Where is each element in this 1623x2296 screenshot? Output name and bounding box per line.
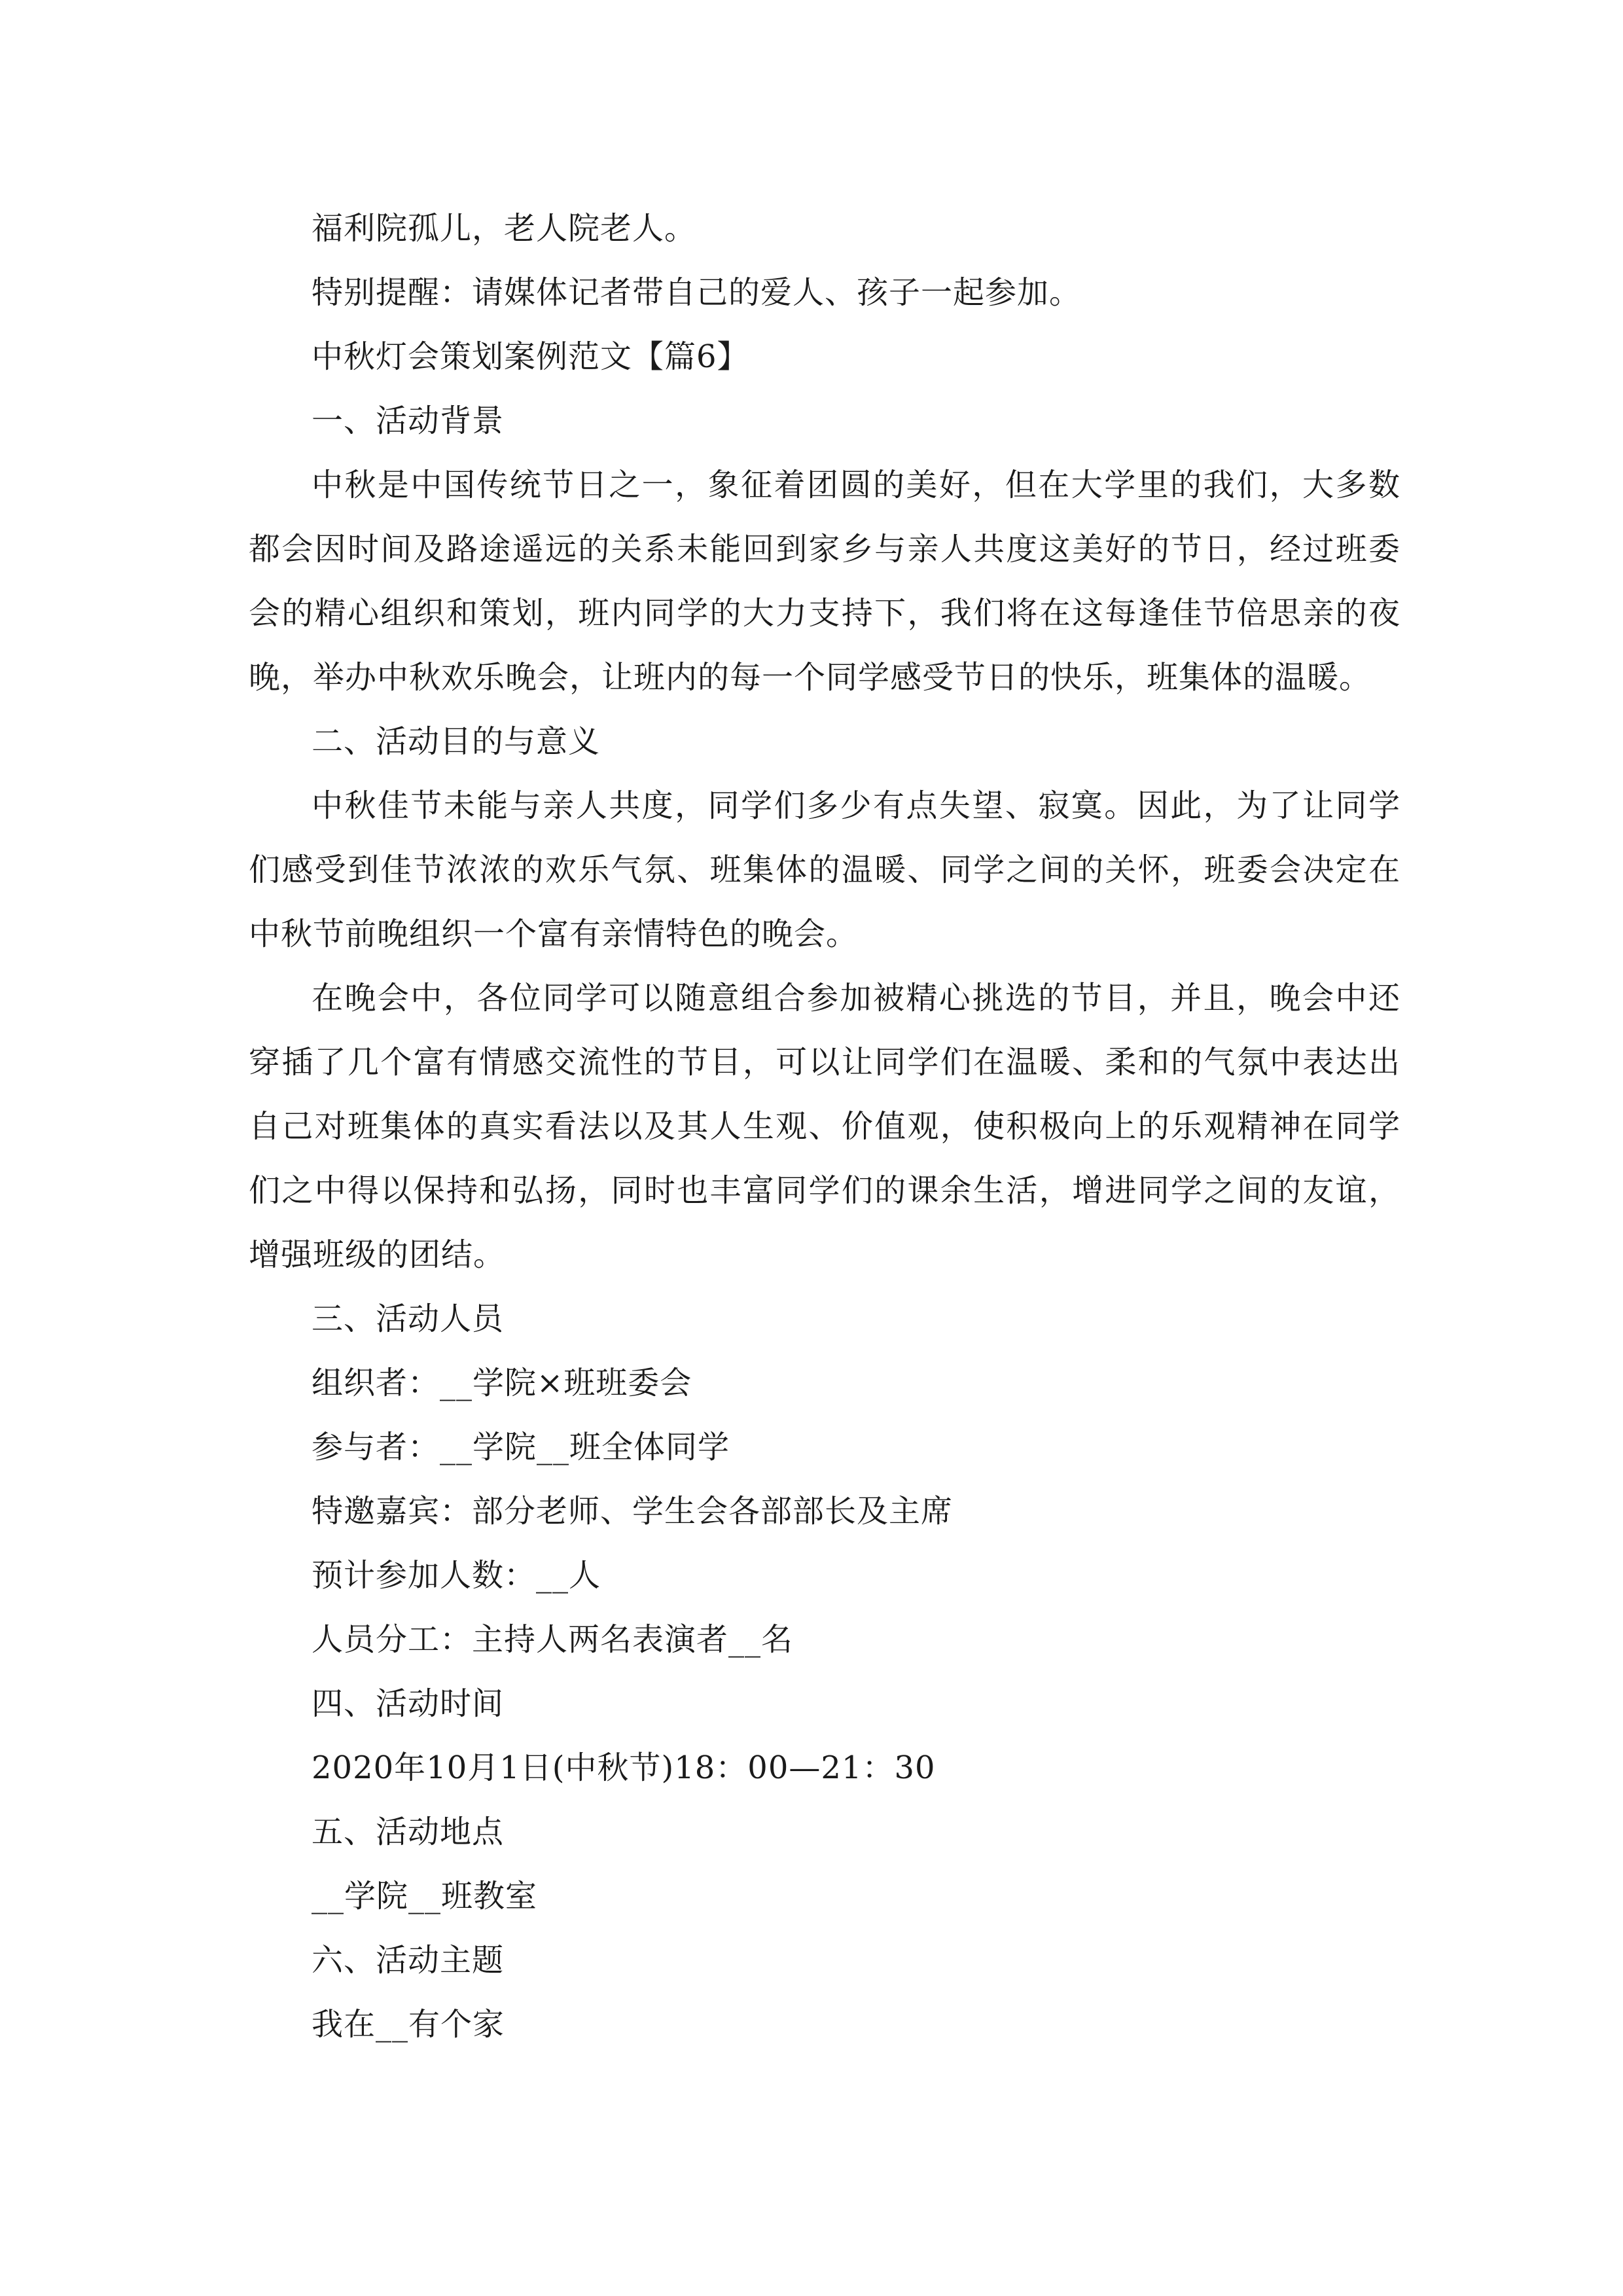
text-line: 人员分工：主持人两名表演者__名 <box>312 1621 794 1658</box>
document-body <box>249 196 1400 2056</box>
text-line: 福利院孤儿，老人院老人。 <box>312 210 697 247</box>
text-line: 2020年10月1日(中秋节)18：00—21：30 <box>312 1749 936 1786</box>
heading-theme: 六、活动主题 <box>312 1942 505 1979</box>
text-line: 组织者：__学院×班班委会 <box>312 1365 692 1401</box>
text-line: __学院__班教室 <box>312 1878 538 1914</box>
heading-time: 四、活动时间 <box>312 1685 505 1722</box>
text-line: 预计参加人数：__人 <box>312 1557 601 1594</box>
heading-location: 五、活动地点 <box>312 1814 505 1850</box>
section-title: 中秋灯会策划案例范文【篇6】 <box>312 338 749 375</box>
heading-background: 一、活动背景 <box>312 403 505 439</box>
heading-purpose: 二、活动目的与意义 <box>312 723 601 760</box>
text-line: 特别提醒：请媒体记者带自己的爱人、孩子一起参加。 <box>312 274 1082 311</box>
text-line: 参与者：__学院__班全体同学 <box>312 1429 730 1465</box>
paragraph-background: 中秋是中国传统节日之一，象征着团圆的美好，但在大学里的我们，大多数都会因时间及路途遥远的关系未能回到家乡与亲人共度这美好的节日，经过班委会的精心组织和策划，班内同学的大力支持下，我们将在这每逢佳节倍思亲的夜晚，举办中秋欢乐晚会，让班内的每一个同学感受节日的快乐，班集体的温暖。 <box>249 467 1400 696</box>
text-line: 特邀嘉宾：部分老师、学生会各部部长及主席 <box>312 1493 954 1530</box>
paragraph-purpose-1: 中秋佳节未能与亲人共度，同学们多少有点失望、寂寞。因此，为了让同学们感受到佳节浓浓的欢乐气氛、班集体的温暖、同学之间的关怀，班委会决定在中秋节前晚组织一个富有亲情特色的晚会。 <box>249 787 1400 952</box>
paragraph-purpose-2: 在晚会中，各位同学可以随意组合参加被精心挑选的节目，并且，晚会中还穿插了几个富有情感交流性的节目，可以让同学们在温暖、柔和的气氛中表达出自己对班集体的真实看法以及其人生观、价值观，使积极向上的乐观精神在同学们之中得以保持和弘扬，同时也丰富同学们的课余生活，增进同学之间的友谊，增强班级的团结。 <box>249 980 1400 1273</box>
heading-participants: 三、活动人员 <box>312 1300 505 1337</box>
text-line: 我在__有个家 <box>312 2006 505 2043</box>
